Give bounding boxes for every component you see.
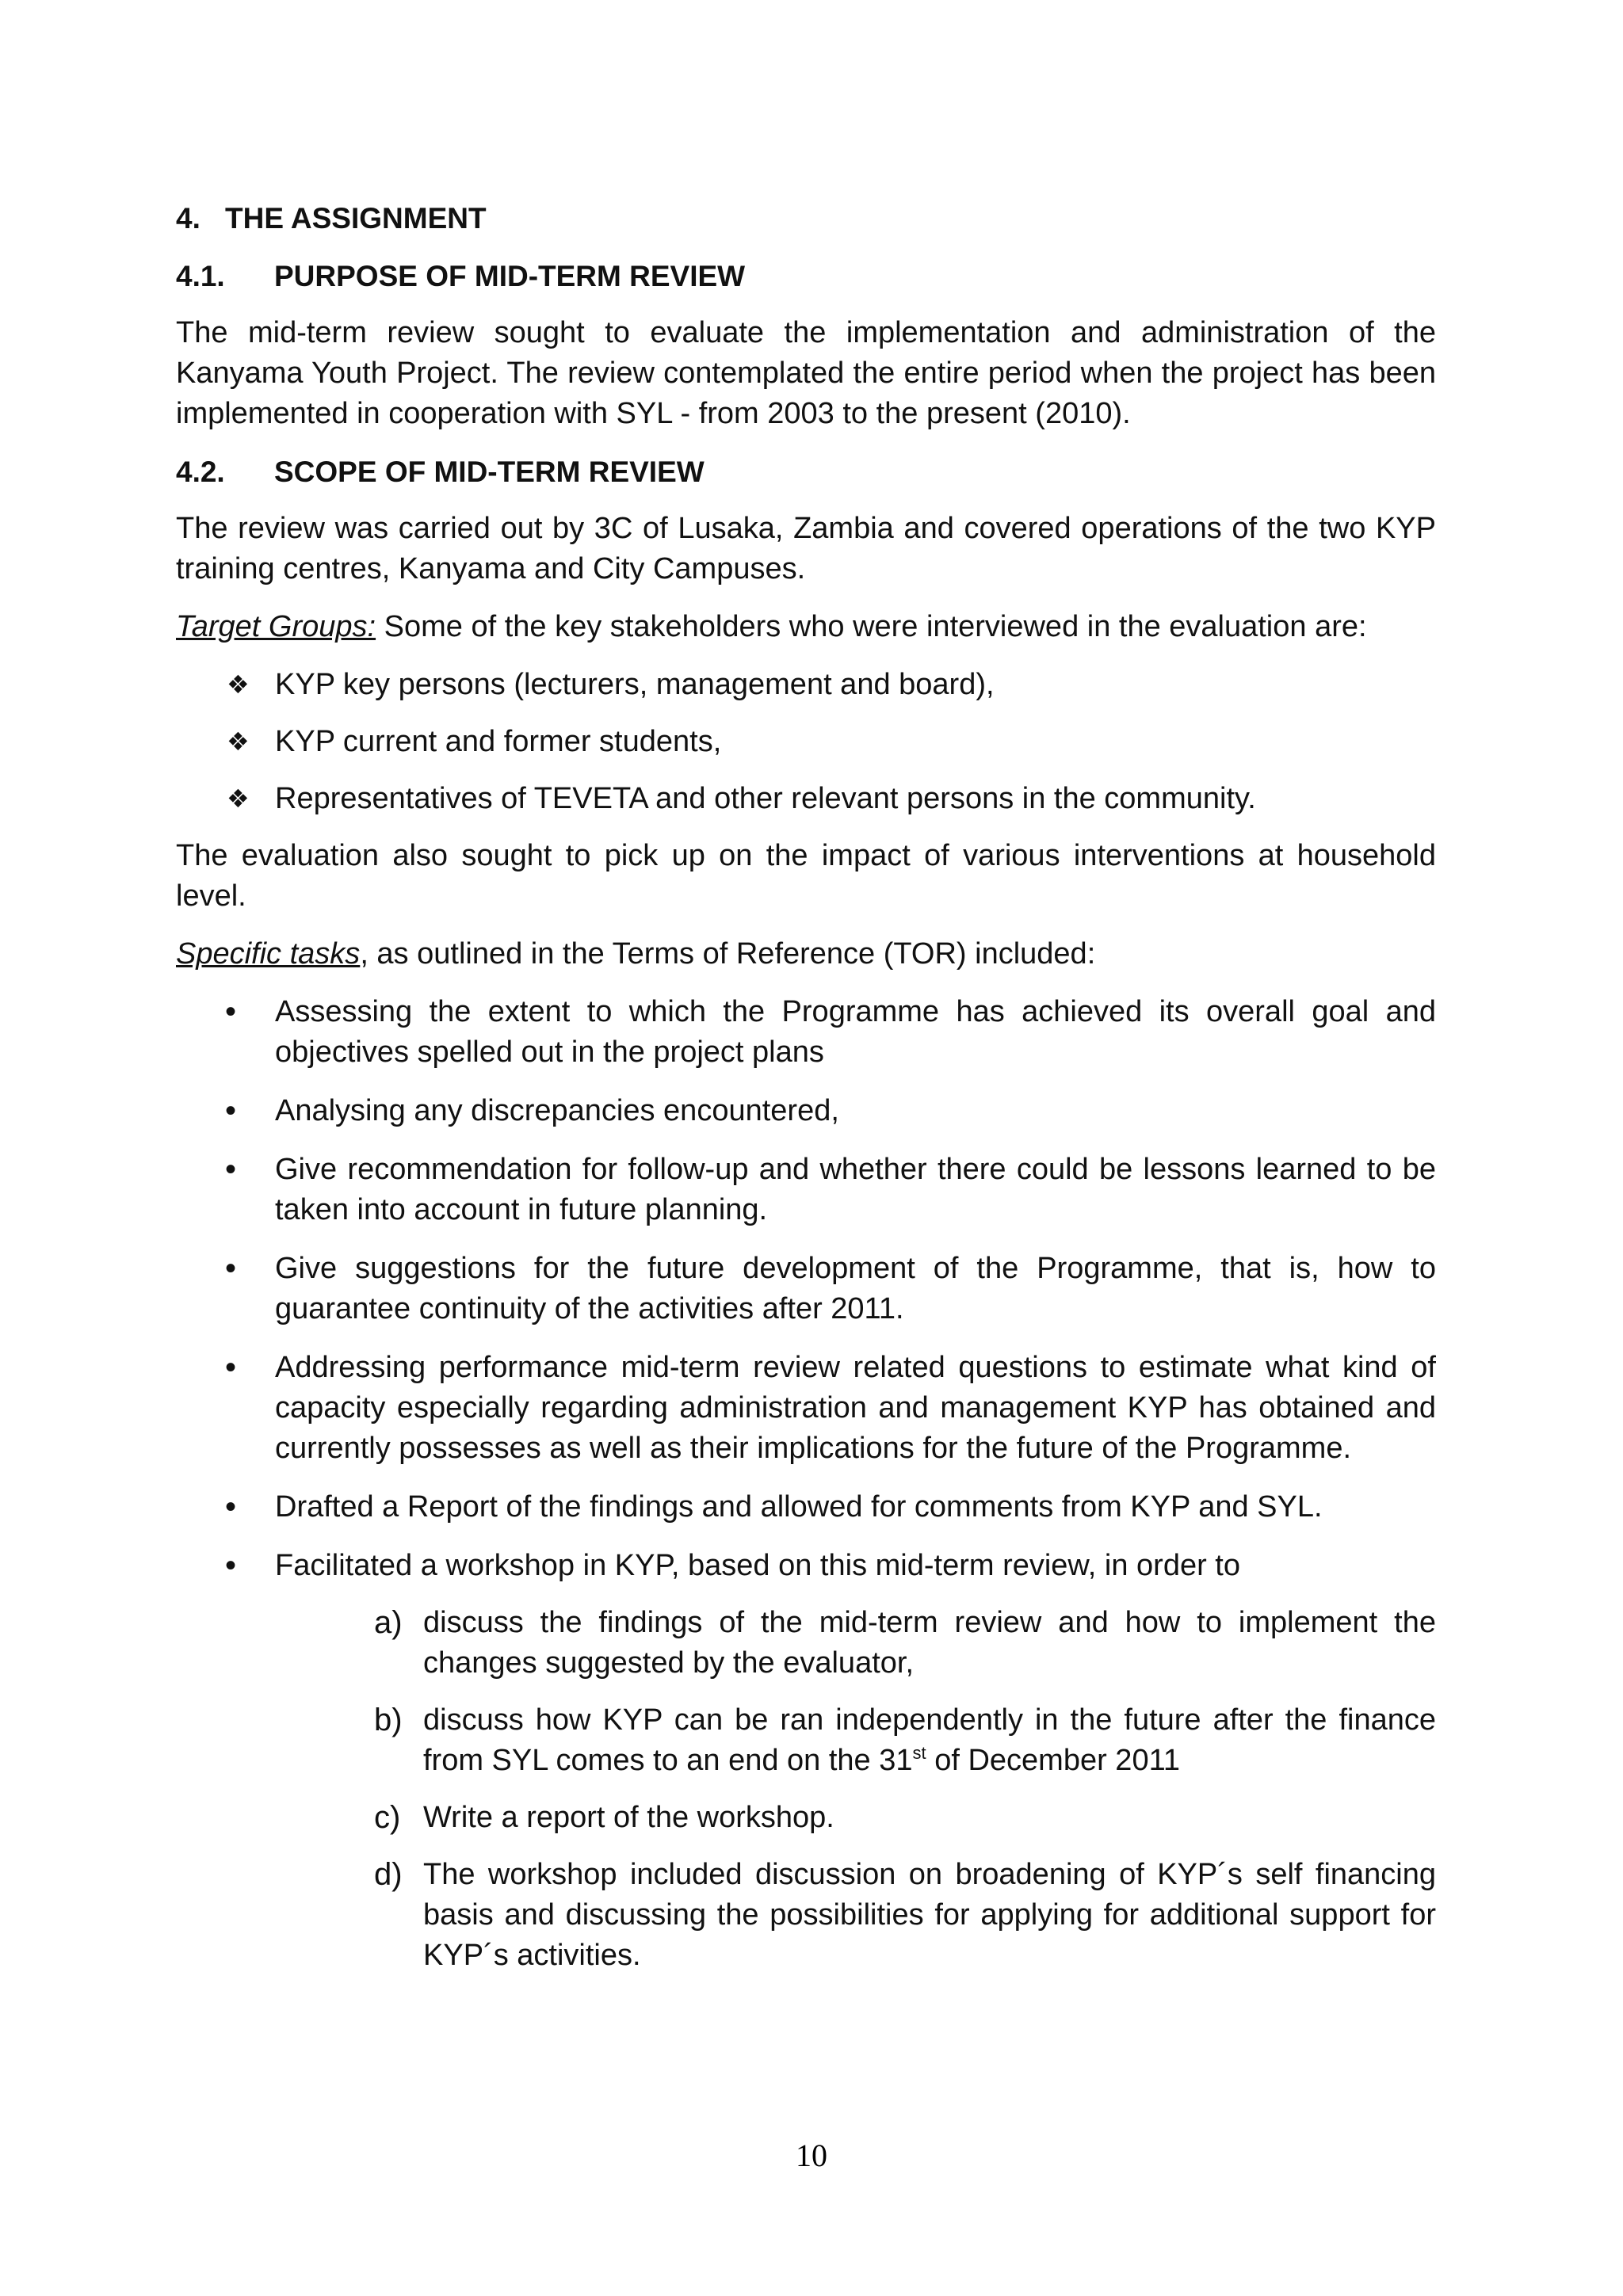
list-item: • Drafted a Report of the findings and allowed for comments from KYP and SYL.	[176, 1487, 1436, 1527]
specific-tasks-list	[176, 992, 1436, 1976]
list-item: • Give recommendation for follow-up and whether there could be lessons learned to be taken into account in future planning.	[176, 1150, 1436, 1230]
list-item: b) discuss how KYP can be ran independently in the future after the finance from SYL comes to an end on the 31st of December 2011	[275, 1700, 1436, 1781]
bullet-icon: •	[225, 994, 237, 1029]
scope-heading	[176, 452, 1436, 492]
bullet-icon: •	[225, 1350, 237, 1385]
section-title: THE ASSIGNMENT	[225, 202, 487, 235]
bullet-icon: •	[225, 1093, 237, 1128]
bullet-icon: •	[225, 1548, 237, 1583]
section-number: 4.	[176, 202, 200, 235]
diamond-bullet-icon: ❖	[227, 784, 250, 813]
specific-tasks-paragraph	[176, 934, 1436, 974]
scope-title: SCOPE OF MID-TERM REVIEW	[274, 456, 705, 488]
diamond-bullet-icon: ❖	[227, 727, 250, 756]
list-item: • Assessing the extent to which the Programme has achieved its overall goal and objectives spelled out in the project plans	[176, 992, 1436, 1073]
superscript: st	[912, 1743, 926, 1763]
specific-tasks-text: , as outlined in the Terms of Reference (TOR) included:	[360, 937, 1096, 971]
list-item: d) The workshop included discussion on broadening of KYP´s self financing basis and discussing the possibilities for applying for additional support for KYP´s activities.	[275, 1855, 1436, 1976]
bullet-icon: •	[225, 1152, 237, 1187]
list-item: • Facilitated a workshop in KYP, based on this mid-term review, in order to a) discuss the findings of the mid-term review and how to implement the changes suggested by the evaluator, b) discuss how KYP can be ran independently in the future after the finance from SYL comes to an end on the 31st of December 2011 c) Write a report of the workshop. d) The workshop included discussion on broadening of KYP´s self financing basis and discussing the possibilities for applying for additional support for KYP´s activities.	[176, 1546, 1436, 1976]
list-marker: c)	[374, 1800, 401, 1835]
page-number: 10	[796, 2138, 827, 2173]
target-groups-text: Some of the key stakeholders who were interviewed in the evaluation are:	[376, 610, 1367, 643]
specific-tasks-label: Specific tasks	[176, 937, 361, 971]
list-marker: b)	[374, 1703, 403, 1737]
purpose-number: 4.1.	[176, 260, 225, 292]
list-item: c) Write a report of the workshop.	[275, 1798, 1436, 1838]
list-item: a) discuss the findings of the mid-term review and how to implement the changes suggested by the evaluator,	[275, 1603, 1436, 1684]
purpose-paragraph: The mid-term review sought to evaluate the implementation and administration of the Kanyama Youth Project. The review contemplated the entire period when the project has been implemented in cooperation with SYL - from 2003 to the present (2010).	[176, 316, 1436, 430]
purpose-title: PURPOSE OF MID-TERM REVIEW	[274, 260, 746, 292]
list-marker: d)	[374, 1857, 403, 1892]
list-marker: a)	[374, 1605, 403, 1640]
list-item: ❖ KYP current and former students,	[176, 722, 1436, 762]
section-heading	[176, 198, 1436, 238]
target-groups-label: Target Groups:	[176, 610, 376, 643]
bullet-icon: •	[225, 1251, 237, 1286]
purpose-heading	[176, 256, 1436, 296]
list-item: • Addressing performance mid-term review related questions to estimate what kind of capacity especially regarding administration and management KYP has obtained and currently possesses as well as their implications for the future of the Programme.	[176, 1348, 1436, 1469]
list-item: ❖ Representatives of TEVETA and other relevant persons in the community.	[176, 779, 1436, 819]
workshop-sublist	[275, 1603, 1436, 1976]
bullet-icon: •	[225, 1489, 237, 1524]
scope-paragraph: The review was carried out by 3C of Lusaka, Zambia and covered operations of the two KYP training centres, Kanyama and City Campuses.	[176, 512, 1436, 585]
list-item: • Analysing any discrepancies encountered,	[176, 1091, 1436, 1131]
diamond-bullet-icon: ❖	[227, 670, 250, 699]
list-item: • Give suggestions for the future development of the Programme, that is, how to guarantee continuity of the activities after 2011.	[176, 1249, 1436, 1329]
target-groups-paragraph	[176, 607, 1436, 647]
target-groups-list	[176, 665, 1436, 819]
impact-paragraph: The evaluation also sought to pick up on the impact of various interventions at household level.	[176, 839, 1436, 913]
list-item: ❖ KYP key persons (lecturers, management and board),	[176, 665, 1436, 705]
scope-number: 4.2.	[176, 456, 225, 488]
